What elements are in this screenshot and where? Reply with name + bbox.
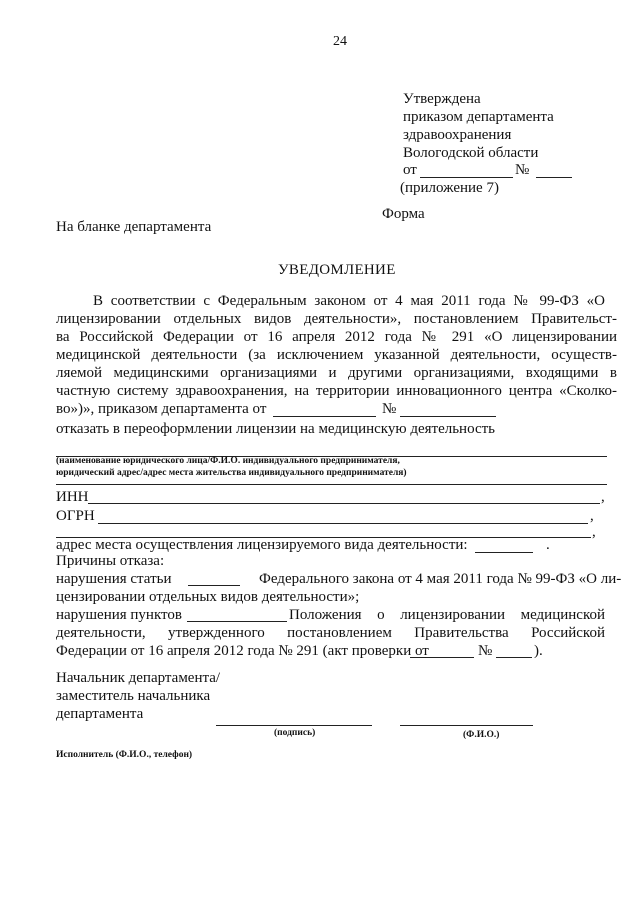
inn-comma: , bbox=[601, 489, 605, 505]
approval-number-blank bbox=[536, 177, 572, 178]
signature-title-line: заместитель начальника bbox=[56, 688, 211, 704]
body-line: В соответствии с Федеральным законом от 4 мая 2011 года № 99-ФЗ «О bbox=[93, 293, 605, 309]
points-start: нарушения пунктов bbox=[56, 607, 182, 623]
blank-label: На бланке департамента bbox=[56, 219, 212, 235]
order-date-blank bbox=[273, 416, 376, 417]
approval-line: здравоохранения bbox=[403, 127, 512, 143]
points-line-2: деятельности, утвержденного постановлением Правительства Российской bbox=[56, 625, 605, 641]
article-start: нарушения статьи bbox=[56, 571, 172, 587]
points-blank bbox=[187, 621, 287, 622]
signature-title-line: Начальник департамента/ bbox=[56, 670, 221, 686]
body-line: частную систему здравоохранения, на территории инновационного центра «Сколко- bbox=[56, 383, 617, 399]
entity-address-blank bbox=[56, 484, 607, 485]
inn-blank bbox=[88, 503, 600, 504]
executor-label: Исполнитель (Ф.И.О., телефон) bbox=[56, 750, 193, 760]
article-blank bbox=[188, 585, 240, 586]
order-number-label: № bbox=[382, 401, 397, 417]
order-line-start: во»)», приказом департамента от bbox=[56, 401, 267, 417]
name-blank bbox=[400, 725, 533, 726]
reasons-title: Причины отказа: bbox=[56, 553, 165, 569]
name-caption: (Ф.И.О.) bbox=[463, 730, 500, 740]
approval-number-label: № bbox=[515, 162, 530, 178]
address-blank bbox=[475, 552, 533, 553]
refusal-line: отказать в переоформлении лицензии на медицинскую деятельность bbox=[56, 421, 496, 437]
body-line: ва Российской Федерации от 16 апреля 2012 года № 291 «О лицензировании bbox=[56, 329, 617, 345]
approval-from-label: от bbox=[403, 162, 417, 178]
approval-line: Утверждена bbox=[403, 91, 481, 107]
inspection-date-blank bbox=[410, 657, 474, 658]
address-label: адрес места осуществления лицензируемого вида деятельности: bbox=[56, 537, 468, 553]
article-line-2: цензировании отдельных видов деятельности»; bbox=[56, 589, 360, 605]
signature-blank bbox=[216, 725, 372, 726]
inspection-number-label: № bbox=[478, 643, 493, 659]
page-number: 24 bbox=[333, 34, 347, 49]
points-rest: Положения о лицензировании медицинской bbox=[289, 607, 605, 623]
body-line: медицинской деятельности (за исключением указанной деятельности, осуществ- bbox=[56, 347, 617, 363]
order-number-blank bbox=[400, 416, 496, 417]
ogrn-label: ОГРН bbox=[56, 508, 95, 524]
address-period: . bbox=[546, 537, 550, 553]
ogrn-blank bbox=[98, 523, 588, 524]
article-rest: Федерального закона от 4 мая 2011 года № 99-ФЗ «О ли- bbox=[259, 571, 622, 587]
extra-comma: , bbox=[592, 524, 596, 540]
inn-label: ИНН bbox=[56, 489, 89, 505]
form-label: Форма bbox=[382, 206, 425, 222]
caption-line: юридический адрес/адрес места жительства индивидуального предпринимателя) bbox=[56, 468, 407, 478]
document-title: УВЕДОМЛЕНИЕ bbox=[278, 262, 396, 278]
caption-line: (наименование юридического лица/Ф.И.О. индивидуального предпринимателя, bbox=[56, 456, 400, 466]
signature-title-line: департамента bbox=[56, 706, 144, 722]
body-line: лицензировании отдельных видов деятельности», постановлением Правительст- bbox=[56, 311, 617, 327]
approval-date-blank bbox=[420, 177, 513, 178]
inspection-number-blank bbox=[496, 657, 532, 658]
sign-caption: (подпись) bbox=[274, 728, 316, 738]
approval-line: приказом департамента bbox=[403, 109, 554, 125]
points-end: ). bbox=[534, 643, 543, 659]
body-line: ляемой медицинскими организациями и другими организациями, входящими в bbox=[56, 365, 617, 381]
ogrn-comma: , bbox=[590, 508, 594, 524]
approval-appendix: (приложение 7) bbox=[400, 180, 499, 196]
approval-line: Вологодской области bbox=[403, 145, 539, 161]
points-line-3: Федерации от 16 апреля 2012 года № 291 (акт проверки от bbox=[56, 643, 429, 659]
